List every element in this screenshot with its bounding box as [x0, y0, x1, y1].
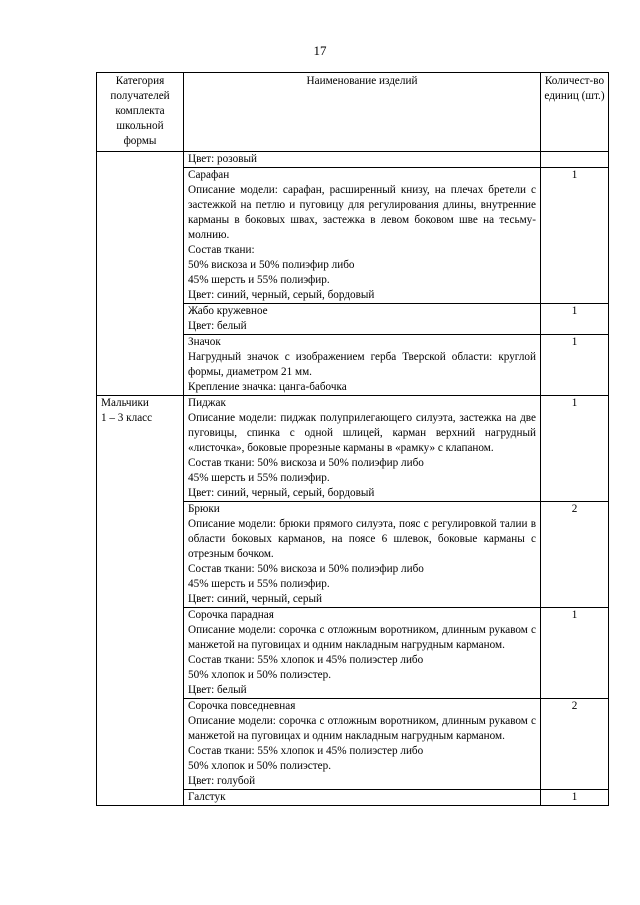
- item-text-line: Описание модели: сорочка с отложным воротником, длинным рукавом с манжетой на пуговицах и одним накладным нагрудным карманом.: [188, 624, 536, 651]
- item-text-line: 50% вискоза и 50% полиэфир либо: [188, 259, 355, 271]
- table-header-row: [97, 73, 609, 152]
- item-quantity: 2: [541, 502, 609, 608]
- item-quantity: 1: [541, 304, 609, 335]
- item-text-line: Состав ткани: 50% вискоза и 50% полиэфир либо: [188, 563, 424, 575]
- item-quantity: 1: [541, 396, 609, 502]
- item-description-cell: [184, 168, 541, 304]
- item-text-line: 45% шерсть и 55% полиэфир.: [188, 274, 330, 286]
- item-text-line: Цвет: белый: [188, 684, 247, 696]
- table-row: [97, 152, 609, 168]
- item-title: Сорочка парадная: [188, 609, 274, 621]
- category-cell-continued: [97, 152, 184, 396]
- item-title: Значок: [188, 336, 221, 348]
- item-description-cell: [184, 304, 541, 335]
- item-text-line: Состав ткани:: [188, 244, 255, 256]
- item-quantity: [541, 152, 609, 168]
- item-description-cell: [184, 790, 541, 806]
- item-description-cell: [184, 152, 541, 168]
- item-text-line: Описание модели: сарафан, расширенный книзу, на плечах бретели с застежкой на петлю и пуговицу для регулирования длины, внутренние карманы в боковых швах, застежка в левом боковом шве на тесьму-молнию.: [188, 184, 536, 241]
- item-text-line: Цвет: синий, черный, серый, бордовый: [188, 487, 375, 499]
- uniform-items-table: [96, 72, 609, 806]
- item-quantity: 1: [541, 608, 609, 699]
- item-quantity: 1: [541, 790, 609, 806]
- item-text-line: Описание модели: пиджак полуприлегающего силуэта, застежка на две пуговицы, спинка с одной шлицей, карман верхний нагрудный «листочка», боковые прорезные карманы в «рамку» с клапаном.: [188, 412, 536, 454]
- item-quantity: 1: [541, 168, 609, 304]
- item-text-line: Состав ткани: 55% хлопок и 45% полиэстер либо: [188, 654, 424, 666]
- item-text-line: 50% хлопок и 50% полиэстер.: [188, 669, 331, 681]
- header-category: Категория получателей комплекта школьной формы: [97, 73, 184, 152]
- item-text-line: 45% шерсть и 55% полиэфир.: [188, 578, 330, 590]
- item-quantity: 1: [541, 335, 609, 396]
- item-title: Цвет: розовый: [188, 153, 257, 165]
- category-label: Мальчики: [101, 397, 149, 409]
- item-text-line: Крепление значка: цанга-бабочка: [188, 381, 347, 393]
- item-text-line: Состав ткани: 55% хлопок и 45% полиэстер либо: [188, 745, 424, 757]
- page-number: 17: [313, 43, 327, 58]
- item-text-line: Нагрудный значок с изображением герба Тверской области: круглой формы, диаметром 21 мм.: [188, 351, 536, 378]
- table-row: [97, 396, 609, 502]
- item-description-cell: [184, 699, 541, 790]
- item-quantity: 2: [541, 699, 609, 790]
- item-text-line: Цвет: синий, черный, серый: [188, 593, 322, 605]
- item-text-line: Описание модели: сорочка с отложным воротником, длинным рукавом с манжетой на пуговицах и одним накладным нагрудным карманом.: [188, 715, 536, 742]
- item-title: Сорочка повседневная: [188, 700, 296, 712]
- item-title: Пиджак: [188, 397, 226, 409]
- header-quantity: Количест-во единиц (шт.): [541, 73, 609, 152]
- category-label: 1 – 3 класс: [101, 412, 153, 424]
- item-text-line: Цвет: голубой: [188, 775, 256, 787]
- item-text-line: Цвет: синий, черный, серый, бордовый: [188, 289, 375, 301]
- item-text-line: Цвет: белый: [188, 320, 247, 332]
- category-cell-boys: [97, 396, 184, 806]
- item-description-cell: [184, 502, 541, 608]
- header-item-name: Наименование изделий: [184, 73, 541, 152]
- item-title: Сарафан: [188, 169, 230, 181]
- item-title: Жабо кружевное: [188, 305, 268, 317]
- item-text-line: Состав ткани: 50% вискоза и 50% полиэфир либо: [188, 457, 424, 469]
- item-text-line: 50% хлопок и 50% полиэстер.: [188, 760, 331, 772]
- item-title: Брюки: [188, 503, 220, 515]
- item-description-cell: [184, 335, 541, 396]
- item-description-cell: [184, 608, 541, 699]
- item-description-cell: [184, 396, 541, 502]
- item-text-line: Описание модели: брюки прямого силуэта, пояс с регулировкой талии в области боковых карманов, на поясе 6 шлевок, боковые карманы с отрезным бочком.: [188, 518, 536, 560]
- item-text-line: 45% шерсть и 55% полиэфир.: [188, 472, 330, 484]
- item-title: Галстук: [188, 791, 226, 803]
